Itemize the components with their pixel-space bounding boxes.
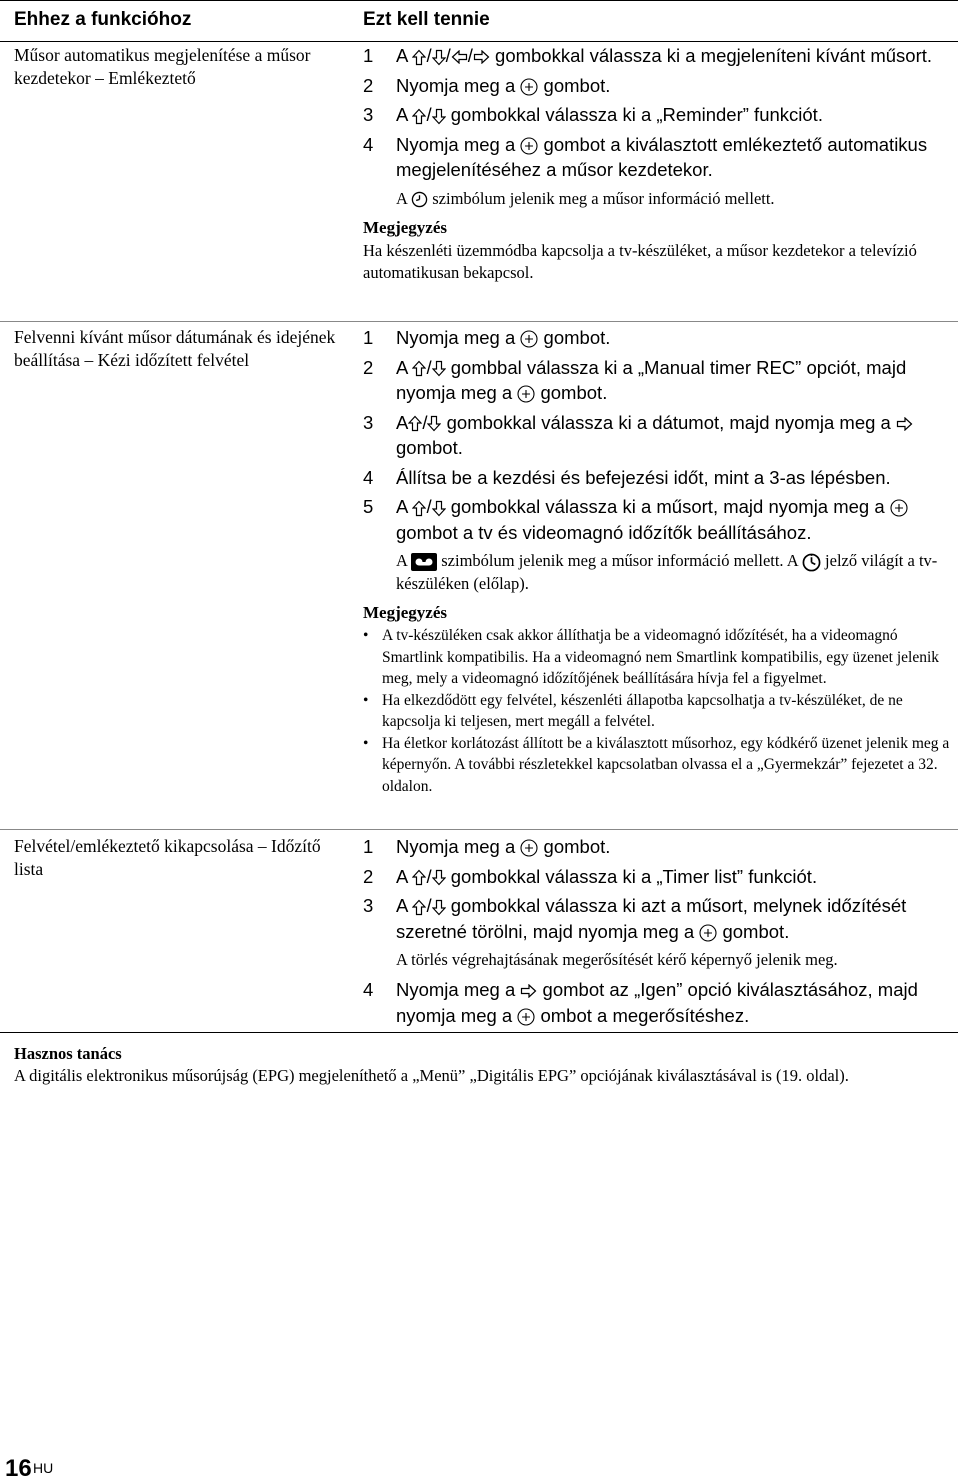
section3-steps	[363, 834, 953, 1032]
row-divider	[0, 321, 958, 322]
tip-heading: Hasznos tanács	[14, 1044, 122, 1063]
section1-note-heading: Megjegyzés	[363, 217, 448, 237]
section2-step1: 1 Nyomja meg a gombot.	[363, 327, 611, 348]
ok-button-icon	[520, 137, 538, 155]
section2-note-bullet-2: • Ha elkezdődött egy felvétel, készenléti állapotba kapcsolhatja a tv-készüléket, de ne kapcsolja ki teljesen, mert megáll a felvétel.	[363, 691, 903, 730]
tip-box	[14, 1043, 954, 1087]
ok-button-icon	[517, 1008, 535, 1026]
section1-step4: 4 Nyomja meg a gombot a kiválasztott emlékeztető automatikus megjelenítéséhez a műsor kezdetekor.	[363, 133, 928, 180]
arrow-up-icon	[412, 108, 426, 125]
ok-button-icon	[517, 385, 535, 403]
section1-step1: 1 A / / / gombokkal válassza ki a megjeleníteni kívánt műsort.	[363, 45, 933, 66]
arrow-right-icon	[473, 50, 490, 64]
arrow-up-icon	[408, 415, 422, 432]
section1-step3: 3 A / gombokkal válassza ki a „Reminder” funkciót.	[363, 104, 823, 125]
arrow-down-icon	[432, 869, 446, 886]
section2-step5: 5 A / gombokkal válassza ki a műsort, majd nyomja meg a gombot a tv és videomagnó időzítők beállításához.	[363, 494, 953, 545]
section1-steps	[363, 43, 953, 285]
section2-step3: 3 A / gombokkal válassza ki a dátumot, majd nyomja meg a gombot.	[363, 410, 953, 461]
page-language: HU	[33, 1460, 54, 1476]
arrow-down-icon	[432, 500, 446, 517]
section1-step2: 2 Nyomja meg a gombot.	[363, 74, 611, 96]
section2-sub: A szimbólum jelenik meg a műsor információ mellett. A jelző világít a tv-készüléken (előlap).	[396, 551, 938, 593]
section1-sub: A szimbólum jelenik meg a műsor információ mellett.	[396, 188, 775, 208]
arrow-down-icon	[432, 49, 446, 66]
section1-note-text: Ha készenléti üzemmódba kapcsolja a tv-készüléket, a műsor kezdetekor a televízió automatikusan bekapcsol.	[363, 240, 917, 282]
arrow-down-icon	[432, 108, 446, 125]
section3-step1: 1 Nyomja meg a gombot.	[363, 836, 611, 857]
arrow-down-icon	[427, 415, 441, 432]
arrow-up-icon	[412, 500, 426, 517]
arrow-up-icon	[412, 869, 426, 886]
section3-step4: 4 Nyomja meg a gombot az „Igen” opció kiválasztásához, majd nyomja meg a ombot a megerősítéshez.	[363, 979, 918, 1026]
arrow-right-icon	[896, 417, 913, 431]
table-header	[0, 0, 958, 42]
page-number: 16	[5, 1455, 32, 1482]
ok-button-icon	[520, 839, 538, 857]
section3-step3: 3 A / gombokkal válassza ki azt a műsort, melynek időzítését szeretné törölni, majd nyomja meg a gombot.	[363, 895, 907, 942]
section2-step4: 4 Állítsa be a kezdési és befejezési időt, mint a 3-as lépésben.	[363, 466, 891, 488]
section2-step2: 2 A / gombbal válassza ki a „Manual timer REC” opciót, majd nyomja meg a gombot.	[363, 356, 907, 403]
clock-icon	[411, 191, 428, 208]
section2-function: Felvenni kívánt műsor dátumának és idejének beállítása – Kézi időzített felvétel	[14, 327, 336, 370]
row-divider	[0, 829, 958, 830]
ok-button-icon	[699, 924, 717, 942]
arrow-down-icon	[432, 360, 446, 377]
ok-button-icon	[890, 499, 908, 517]
timer-indicator-icon	[802, 553, 821, 572]
section1-function: Műsor automatikus megjelenítése a műsor kezdetekor – Emlékeztető	[14, 45, 311, 88]
section2-steps	[363, 325, 953, 797]
ok-button-icon	[520, 330, 538, 348]
arrow-left-icon	[451, 50, 468, 64]
header-action: Ezt kell tennie	[363, 9, 490, 30]
arrow-up-icon	[412, 49, 426, 66]
section3-step2: 2 A / gombokkal válassza ki a „Timer list” funkciót.	[363, 865, 818, 887]
section3-function: Felvétel/emlékeztető kikapcsolása – Időzítő lista	[14, 836, 321, 879]
section2-note-heading: Megjegyzés	[363, 603, 448, 622]
arrow-down-icon	[432, 899, 446, 916]
header-function: Ehhez a funkcióhoz	[14, 9, 192, 30]
section3-sub: A törlés végrehajtásának megerősítését kérő képernyő jelenik meg.	[396, 950, 838, 969]
arrow-right-icon	[520, 984, 537, 998]
arrow-up-icon	[412, 360, 426, 377]
vcr-icon	[411, 553, 437, 571]
section2-note-bullet-1: • A tv-készüléken csak akkor állíthatja be a videomagnó időzítését, ha a videomagnó Smartlink kompatibilis. Ha a videomagnó nem Smartlink kompatibilis, egy üzenet jelenik meg, mely a videomagnó időzítőjének beállítására hívja fel a figyelmet.	[363, 627, 940, 687]
section2-note-bullet-3: • Ha életkor korlátozást állított be a kiválasztott műsorhoz, egy kódkérő üzenet jelenik meg a képernyőn. A további részletekkel kapcsolatban olvassa el a „Gyermekzár” fejezetet a 32. oldalon.	[363, 734, 950, 795]
ok-button-icon	[520, 78, 538, 96]
table-bottom-line	[0, 1032, 958, 1033]
tip-text: A digitális elektronikus műsorújság (EPG) megjeleníthető a „Menü” „Digitális EPG” opciójának kiválasztásával is (19. oldal).	[14, 1066, 849, 1085]
arrow-up-icon	[412, 899, 426, 916]
